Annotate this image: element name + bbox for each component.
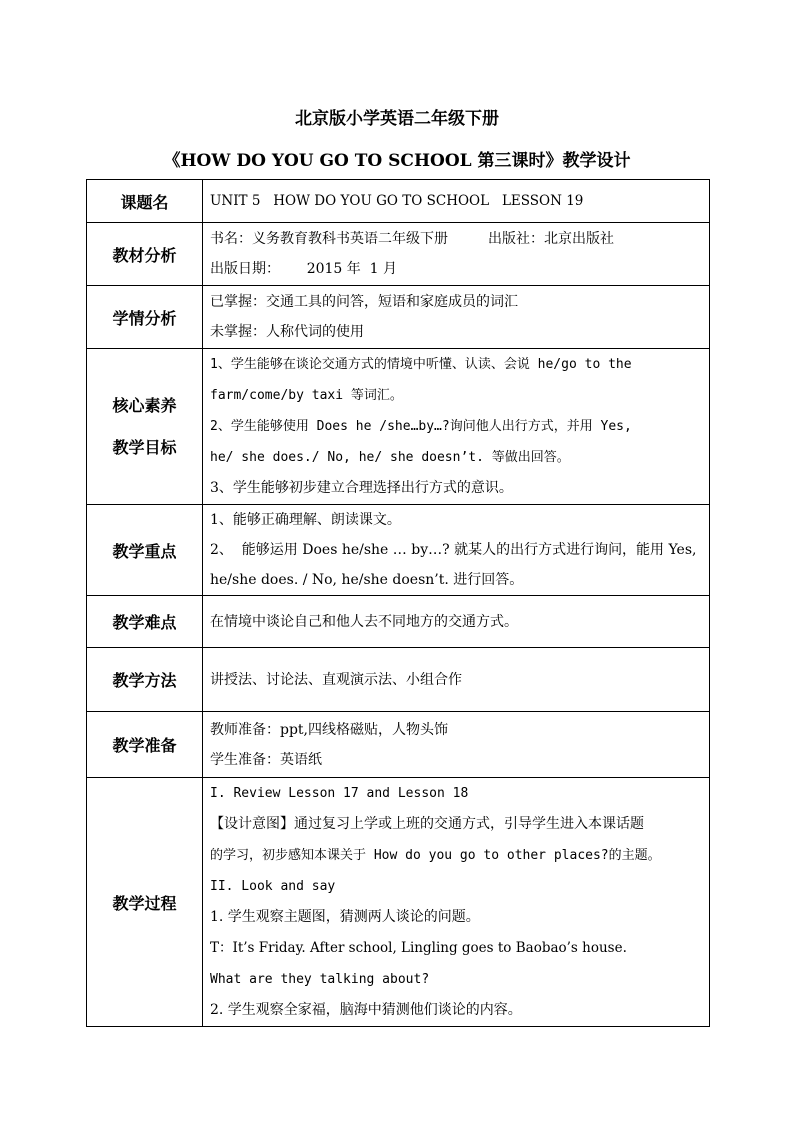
goal-line: 1、学生能够在谈论交通方式的情境中听懂、认读、会说 he/go to the — [210, 357, 632, 372]
row-preparation — [87, 712, 710, 778]
not-mastered-text: 未掌握：人称代词的使用 — [210, 324, 364, 340]
preparation-cell — [203, 712, 710, 778]
process-line: I. Review Lesson 17 and Lesson 18 — [210, 786, 469, 801]
mastered-text: 已掌握：交通工具的问答，短语和家庭成员的词汇 — [210, 294, 518, 310]
header-methods: 教学方法 — [87, 648, 203, 712]
process-line: 的学习，初步感知本课关于 How do you go to other places?的主题。 — [210, 848, 661, 863]
students-cell — [203, 286, 710, 349]
header-goals-line2: 教学目标 — [112, 437, 177, 457]
row-goals — [87, 349, 710, 505]
lesson-plan-table — [86, 179, 710, 1027]
process-line: 1. 学生观察主题图，猜测两人谈论的问题。 — [210, 909, 480, 925]
row-methods — [87, 648, 710, 712]
process-line: 2. 学生观察全家福，脑海中猜测他们谈论的内容。 — [210, 1002, 522, 1018]
process-line: T：It’s Friday. After school, Lingling goes to Baobao’s house. — [210, 940, 627, 956]
difficulty-text: 在情境中谈论自己和他人去不同地方的交通方式。 — [203, 596, 710, 648]
goal-line: 2、学生能够使用 Does he /she…by…?询问他人出行方式，并用 Yes, — [210, 419, 632, 434]
header-focus: 教学重点 — [87, 505, 203, 596]
publisher: 出版社：北京出版社 — [488, 231, 614, 247]
header-materials: 教材分析 — [87, 223, 203, 286]
process-cell — [203, 778, 710, 1027]
row-difficulty — [87, 596, 710, 648]
row-materials — [87, 223, 710, 286]
publish-date: 出版日期： 2015 年 1 月 — [210, 261, 398, 277]
focus-line: 2、 能够运用 Does he/she … by…? 就某人的出行方式进行询问，能用 Yes, — [210, 542, 697, 558]
goal-line: 3、学生能够初步建立合理选择出行方式的意识。 — [210, 480, 513, 496]
student-prep: 学生准备：英语纸 — [210, 751, 322, 768]
row-process — [87, 778, 710, 1027]
header-preparation: 教学准备 — [87, 712, 203, 778]
goal-line: farm/come/by taxi 等词汇。 — [210, 388, 403, 403]
topic-text: UNIT 5 HOW DO YOU GO TO SCHOOL LESSON 19 — [203, 180, 710, 223]
document-title: 北京版小学英语二年级下册 — [295, 109, 499, 129]
materials-cell — [203, 223, 710, 286]
process-line: What are they talking about? — [210, 972, 430, 987]
goals-cell — [203, 349, 710, 505]
header-students: 学情分析 — [87, 286, 203, 349]
focus-cell — [203, 505, 710, 596]
process-line: II. Look and say — [210, 879, 336, 894]
book-name: 书名：义务教育教科书英语二年级下册 — [210, 231, 448, 247]
goal-line: he/ she does./ No, he/ she doesn’t. 等做出回答。 — [210, 450, 570, 465]
header-topic: 课题名 — [87, 180, 203, 223]
header-goals-line1: 核心素养 — [112, 395, 177, 415]
methods-text: 讲授法、讨论法、直观演示法、小组合作 — [203, 648, 710, 712]
row-topic — [87, 180, 710, 223]
header-goals — [87, 349, 203, 505]
focus-line: 1、能够正确理解、朗读课文。 — [210, 512, 401, 528]
teacher-prep: 教师准备：ppt,四线格磁贴，人物头饰 — [210, 721, 448, 738]
header-difficulty: 教学难点 — [87, 596, 203, 648]
document-subtitle: 《HOW DO YOU GO TO SCHOOL 第三课时》教学设计 — [163, 151, 631, 171]
process-line: 【设计意图】通过复习上学或上班的交通方式，引导学生进入本课话题 — [210, 816, 644, 832]
row-students — [87, 286, 710, 349]
focus-line: he/she does. / No, he/she doesn’t. 进行回答。 — [210, 572, 524, 588]
row-focus — [87, 505, 710, 596]
header-process: 教学过程 — [87, 778, 203, 1027]
